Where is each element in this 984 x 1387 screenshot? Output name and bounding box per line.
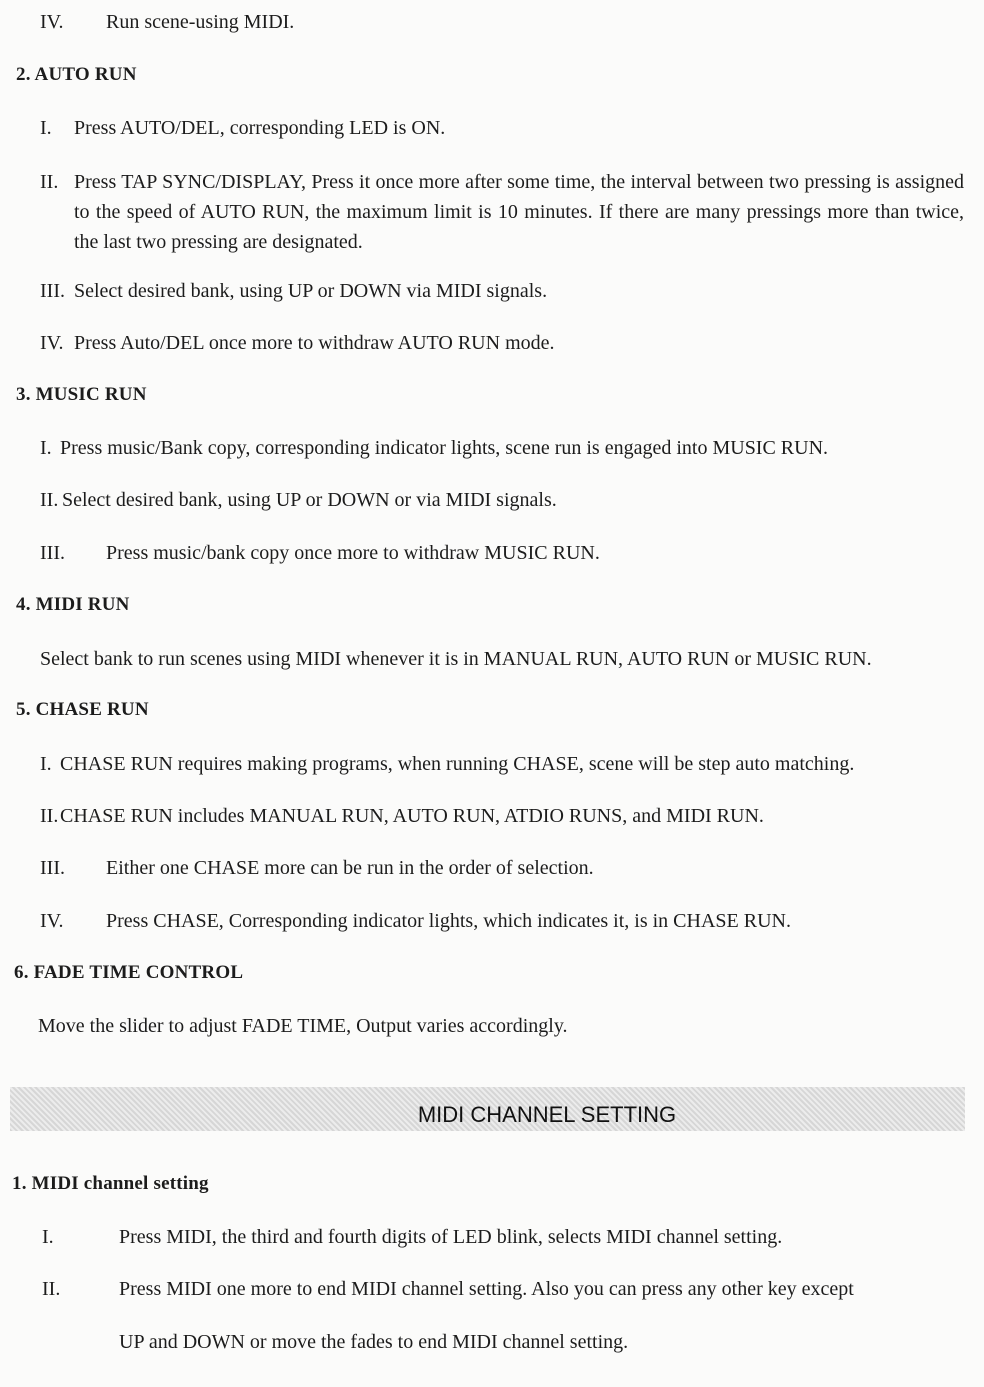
item-number: I. (40, 437, 52, 459)
item-number: III. (40, 542, 65, 564)
item-text: Either one CHASE more can be run in the order of selection. (106, 857, 594, 879)
item-text: Press CHASE, Corresponding indicator lights, which indicates it, is in CHASE RUN. (106, 910, 791, 932)
item-text: Press music/Bank copy, corresponding indicator lights, scene run is engaged into MUSIC RUN. (60, 437, 829, 459)
item-text: Press Auto/DEL once more to withdraw AUTO RUN mode. (74, 332, 555, 354)
item-text: Select desired bank, using UP or DOWN or via MIDI signals. (62, 489, 557, 511)
item-text: CHASE RUN includes MANUAL RUN, AUTO RUN, ATDIO RUNS, and MIDI RUN. (60, 805, 764, 827)
item-number: III. (40, 857, 65, 879)
section-heading-auto-run: 2. AUTO RUN (16, 64, 137, 85)
item-text: Press music/bank copy once more to withdraw MUSIC RUN. (106, 542, 600, 564)
section-heading-midi-run: 4. MIDI RUN (16, 594, 130, 615)
item-text-continuation: UP and DOWN or move the fades to end MIDI channel setting. (119, 1331, 629, 1353)
item-text: Select desired bank, using UP or DOWN via MIDI signals. (74, 280, 548, 302)
item-number: III. (40, 280, 65, 302)
paragraph: Move the slider to adjust FADE TIME, Output varies accordingly. (38, 1015, 568, 1037)
section-heading-midi-channel: 1. MIDI channel setting (12, 1173, 209, 1194)
item-number: II. (40, 489, 59, 511)
item-text: CHASE RUN requires making programs, when running CHASE, scene will be step auto matching. (60, 753, 855, 775)
section-heading-music-run: 3. MUSIC RUN (16, 384, 147, 405)
item-text: Press MIDI, the third and fourth digits of LED blink, selects MIDI channel setting. (119, 1226, 783, 1248)
section-heading-fade-time: 6. FADE TIME CONTROL (14, 962, 244, 983)
item-number: IV. (40, 11, 64, 33)
section-heading-chase-run: 5. CHASE RUN (16, 699, 149, 720)
item-number: II. (40, 171, 59, 193)
paragraph: Select bank to run scenes using MIDI whenever it is in MANUAL RUN, AUTO RUN or MUSIC RUN. (40, 648, 872, 670)
item-number: IV. (40, 910, 64, 932)
item-number: IV. (40, 332, 64, 354)
section-title: MIDI CHANNEL SETTING (417, 1102, 677, 1127)
item-number: I. (40, 117, 52, 139)
item-number: II. (40, 805, 59, 827)
item-number: I. (40, 753, 52, 775)
item-number: I. (42, 1226, 54, 1248)
item-text: Run scene-using MIDI. (106, 11, 295, 33)
item-number: II. (42, 1278, 61, 1300)
item-text: Press AUTO/DEL, corresponding LED is ON. (74, 117, 446, 139)
item-text: Press TAP SYNC/DISPLAY, Press it once more after some time, the interval between two pressing is assigned to the speed of AUTO RUN, the maximum limit is 10 minutes. If there are many pressings more than twice, the last two pressing are designated. (74, 171, 964, 253)
item-text: Press MIDI one more to end MIDI channel setting. Also you can press any other key except (119, 1278, 854, 1300)
